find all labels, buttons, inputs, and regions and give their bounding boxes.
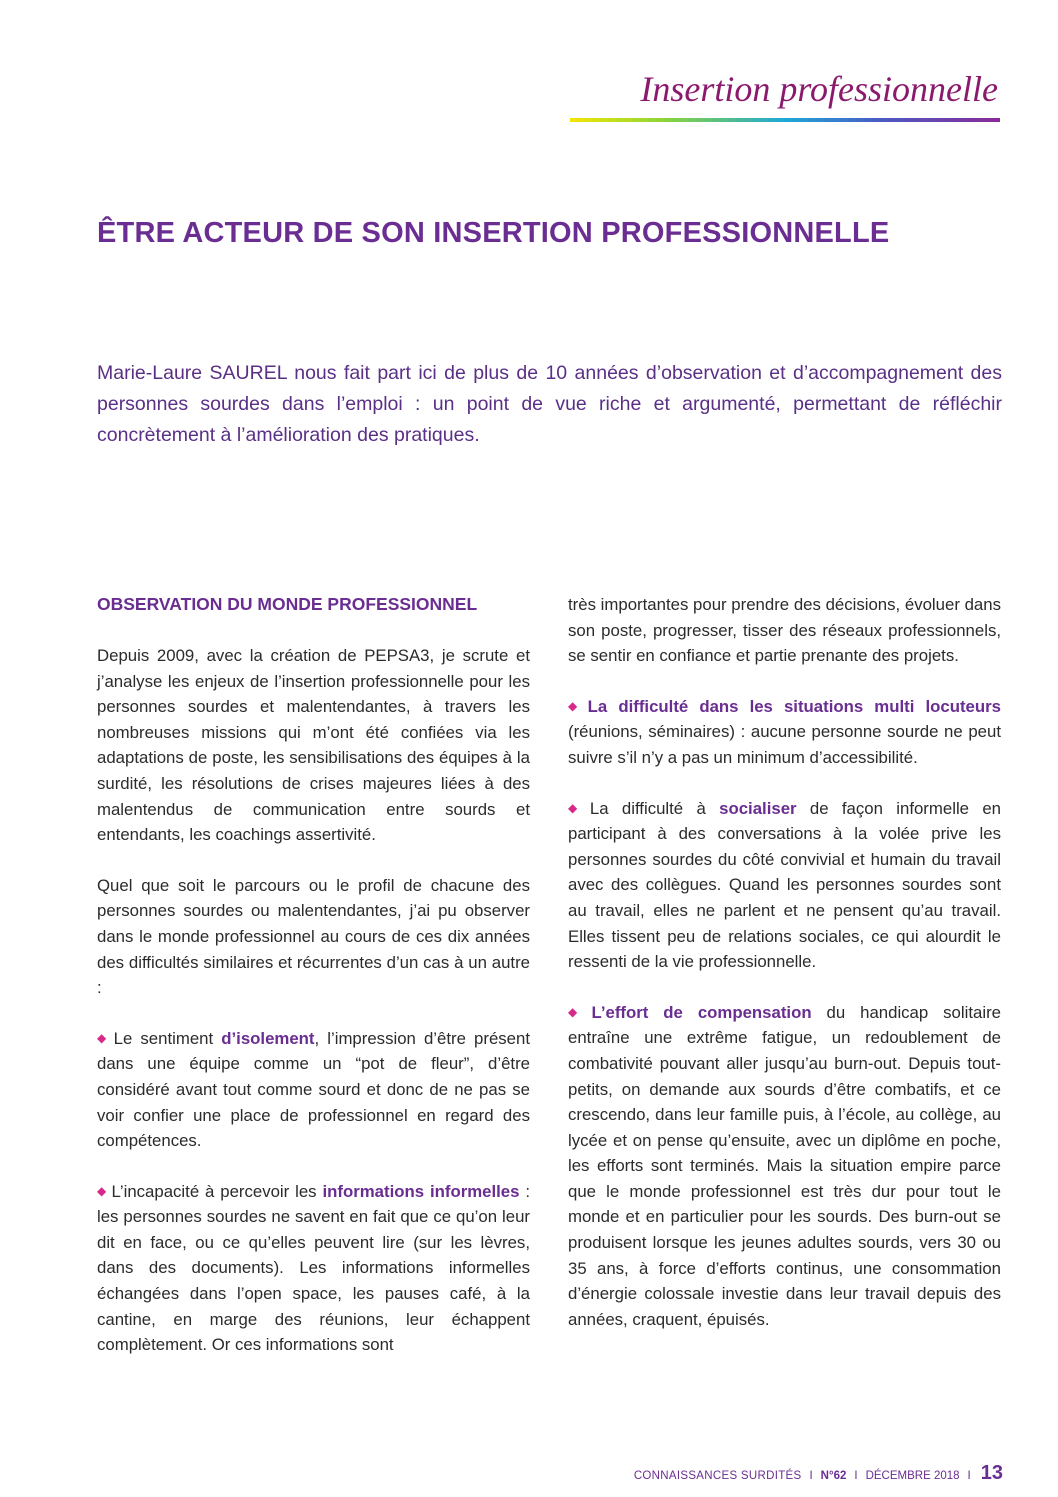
bullet-text-pre: La difficulté à bbox=[589, 798, 720, 818]
issue-date: DÉCEMBRE 2018 bbox=[865, 1470, 960, 1482]
right-column bbox=[568, 592, 1001, 1357]
page-footer bbox=[634, 1462, 1003, 1485]
footer-separator: I bbox=[967, 1470, 971, 1482]
bullet-icon: ◆ bbox=[568, 1004, 588, 1019]
bullet-icon: ◆ bbox=[97, 1183, 108, 1198]
paragraph-1: Depuis 2009, avec la création de PEPSA3, je scrute et j’analyse les enjeux de l’insertion professionnelle pour les personnes sourdes et malentendantes, à travers les nombreuses missions qui m’ont été confiées via les adaptations de poste, les sensibilisations des équipes à la surdité, les résolutions de crises majeures liées à des malentendus de communication entre sourds et entendants, les coachings assertivité. bbox=[97, 646, 530, 845]
bullet-informations bbox=[97, 1179, 530, 1358]
bullet-multi-locuteurs bbox=[568, 694, 1001, 771]
paragraph-continued: très importantes pour prendre des décisions, évoluer dans son poste, progresser, tisser des réseaux professionnels, se sentir en confiance et partie prenante des projets. bbox=[568, 595, 1001, 666]
page-title: ÊTRE ACTEUR DE SON INSERTION PROFESSIONNELLE bbox=[97, 217, 890, 249]
issue-number: N°62 bbox=[820, 1470, 847, 1482]
page-number: 13 bbox=[980, 1462, 1003, 1484]
bullet-socialiser bbox=[568, 796, 1001, 975]
bullet-isolement bbox=[97, 1026, 530, 1154]
highlight-term: La difficulté dans les situations multi locuteurs bbox=[587, 696, 1002, 716]
highlight-term: informations informelles bbox=[322, 1181, 520, 1201]
bullet-text-post: du handicap solitaire entraîne une extrême fatigue, un redoublement de combativité pouvant aller jusqu’au burn-out. Depuis tout-petits, on demande aux sourds d’être combatifs, et ce crescendo, dans leur famille puis, à l’école, au collège, au lycée et on pense qu’ensuite, avec un diplôme en poche, les efforts sont terminés. Mais la situation empire parce que le monde professionnel est très dur pour tout le monde et en particulier pour les sourds. Des burn-out se produisent lorsque les jeunes adultes sourds, vers 30 ou 35 ans, à force d’efforts continus, une consommation d’énergie colossale investie dans leur travail depuis des années, craquent, épuisés. bbox=[568, 1002, 1001, 1329]
section-tag: Insertion professionnelle bbox=[640, 69, 998, 109]
bullet-text-pre: L’incapacité à percevoir les bbox=[111, 1181, 323, 1201]
highlight-term: d’isolement bbox=[221, 1028, 315, 1048]
bullet-text-post: (réunions, séminaires) : aucune personne sourde ne peut suivre s’il n’y a pas un minimum d’accessibilité. bbox=[568, 722, 1001, 767]
bullet-text-post: , l’impression d’être présent dans une équipe comme un “pot de fleur”, d’être considéré avant tout comme sourd et donc de ne pas se voir confier une place de professionnel en regard des compétences. bbox=[97, 1028, 530, 1151]
gradient-rule bbox=[570, 118, 1000, 122]
bullet-icon: ◆ bbox=[568, 698, 584, 713]
bullet-text-post: de façon informelle en participant à des conversations à la volée prive les personnes sourdes du côté convivial et humain du travail avec des collègues. Quand les personnes sourdes sont au travail, elles ne parlent et ne pensent qu’au travail. Elles tissent peu de relations sociales, ce qui alourdit le ressenti de la vie professionnelle. bbox=[568, 798, 1001, 972]
bullet-compensation bbox=[568, 1000, 1001, 1333]
intro-paragraph: Marie-Laure SAUREL nous fait part ici de plus de 10 années d’observation et d’accompagnement des personnes sourdes dans l’emploi : un point de vue riche et argumenté, permettant de réfléchir concrètement à l’amélioration des pratiques. bbox=[97, 362, 1002, 446]
bullet-text-post: : les personnes sourdes ne savent en fait que ce qu’on leur dit en face, ou ce qu’elles peuvent lire (sur les lèvres, dans des documents). Les informations informelles échangées dans l’open space, les pauses café, à la cantine, en marge des réunions, leur échappent complètement. Or ces informations sont bbox=[97, 1181, 531, 1355]
highlight-term: socialiser bbox=[719, 798, 797, 818]
paragraph-2: Quel que soit le parcours ou le profil de chacune des personnes sourdes ou malentendantes, j’ai pu observer dans le monde professionnel au cours de ces dix années des difficultés similaires et récurrentes d’un cas à un autre : bbox=[97, 875, 530, 998]
footer-separator: I bbox=[809, 1470, 813, 1482]
bullet-icon: ◆ bbox=[568, 800, 586, 815]
highlight-term: L’effort de compensation bbox=[591, 1002, 812, 1022]
left-column bbox=[97, 592, 530, 1383]
footer-separator: I bbox=[854, 1470, 858, 1482]
bullet-icon: ◆ bbox=[97, 1030, 110, 1045]
column-heading: OBSERVATION DU MONDE PROFESSIONNEL bbox=[97, 594, 478, 614]
publication-name: CONNAISSANCES SURDITÉS bbox=[633, 1470, 802, 1482]
bullet-text-pre: Le sentiment bbox=[113, 1028, 222, 1048]
